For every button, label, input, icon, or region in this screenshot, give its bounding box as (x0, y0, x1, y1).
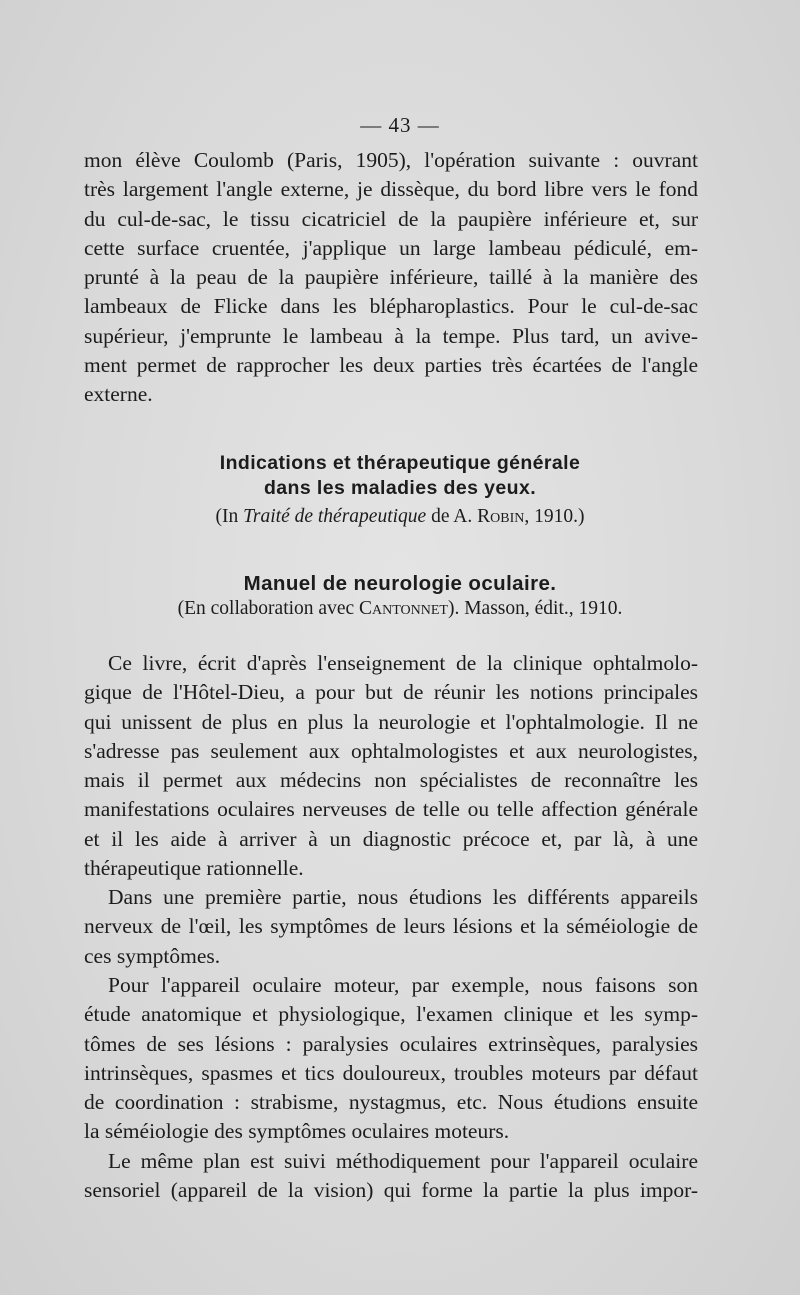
text-line: qui unissent de plus en plus la neurologie et l'ophtalmologie. Il ne (84, 709, 698, 734)
text-line: manifestations oculaires nerveuses de telle ou telle affection générale (84, 797, 698, 822)
text-line: nerveux de l'œil, les symptômes de leurs lésions et la séméiologie de (84, 914, 698, 939)
ref-author: Cantonnet (359, 598, 448, 619)
text-line: étude anatomique et physiologique, l'examen clinique et les symp- (84, 1002, 698, 1027)
text-line: ces symptômes. (84, 943, 221, 968)
text-line: Le même plan est suivi méthodiquement pour l'appareil oculaire (108, 1149, 698, 1173)
text-line: gique de l'Hôtel-Dieu, a pour but de réunir les notions principales (84, 680, 698, 705)
text-line: tômes de ses lésions : paralysies oculaires extrinsèques, paralysies (84, 1031, 698, 1056)
text-line: intrinsèques, spasmes et tics douloureux, troubles moteurs par défaut (84, 1060, 698, 1085)
paragraph-continuation (84, 146, 698, 410)
paragraph (84, 1147, 698, 1206)
text-line: de coordination : strabisme, nystagmus, etc. Nous étudions ensuite (84, 1090, 698, 1115)
ref-prefix: (En collaboration avec (177, 598, 359, 619)
text-line: externe. (84, 382, 153, 407)
paragraph (84, 883, 698, 971)
text-line: Dans une première partie, nous étudions les différents appareils (108, 885, 698, 909)
book-title-heading: Manuel de neurologie oculaire. (243, 572, 557, 595)
text-line: cette surface cruentée, j'applique un large lambeau pédiculé, em- (84, 235, 698, 260)
text-line: Ce livre, écrit d'après l'enseignement de la clinique ophtalmolo- (108, 651, 698, 675)
text-line: supérieur, j'emprunte le lambeau à la tempe. Plus tard, un avive- (84, 323, 698, 348)
ref-prefix: (In (215, 506, 244, 527)
ref-suffix: , 1910.) (524, 506, 585, 527)
ref-middle: de A. (426, 506, 478, 527)
text-line: Pour l'appareil oculaire moteur, par exemple, nous faisons son (108, 973, 698, 997)
text-line: très largement l'angle externe, je dissèque, du bord libre vers le fond (84, 177, 698, 202)
paragraph (84, 971, 698, 1147)
text-line: sensoriel (appareil de la vision) qui forme la partie la plus impor- (84, 1178, 698, 1203)
ref-title: Traité de thérapeutique (243, 506, 427, 527)
text-line: mon élève Coulomb (Paris, 1905), l'opération suivante : ouvrant (84, 148, 698, 172)
text-line: lambeaux de Flicke dans les blépharoplastics. Pour le cul-de-sac (84, 294, 698, 319)
text-line: mais il permet aux médecins non spécialistes de reconnaître les (84, 768, 698, 793)
book-reference (0, 598, 800, 620)
section-reference (0, 506, 800, 528)
text-line: et il les aide à arriver à un diagnostic précoce et, par là, à une (84, 826, 698, 851)
section-heading-line-2: dans les maladies des yeux. (263, 477, 537, 499)
ref-suffix: ). Masson, édit., 1910. (447, 598, 623, 619)
section-heading-line-1: Indications et thérapeutique générale (219, 452, 581, 474)
text-line: du cul-de-sac, le tissu cicatriciel de la paupière inférieure et, sur (84, 206, 698, 231)
text-line: s'adresse pas seulement aux ophtalmologistes et aux neurologistes, (84, 738, 698, 763)
text-line: thérapeutique rationnelle. (84, 856, 304, 881)
text-line: la séméiologie des symptômes oculaires moteurs. (84, 1119, 510, 1144)
page-number: — 43 — (360, 113, 440, 137)
text-line: prunté à la peau de la paupière inférieure, taillé à la manière des (84, 265, 698, 290)
paragraph (84, 649, 698, 883)
ref-author: Robin (477, 506, 525, 527)
text-line: ment permet de rapprocher les deux parties très écartées de l'angle (84, 353, 698, 378)
